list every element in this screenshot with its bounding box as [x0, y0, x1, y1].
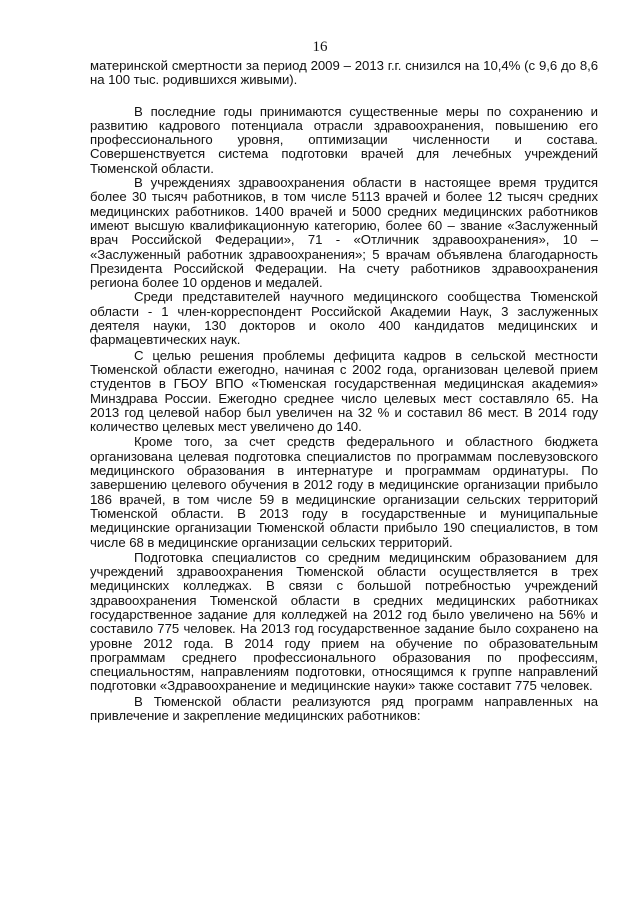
page-number: 16 [312, 39, 328, 55]
paragraph-targeted-admission: С целью решения проблемы дефицита кадров в сельской местности Тюменской области ежегодно, начиная с 2002 года, организован целевой прием студентов в ГБОУ ВПО «Тюменская государственная медицинская академия» Минздрава России. Ежегодно среднее число целевых мест составляло 65. На 2013 год целевой набор был увеличен на 32 % и составил 86 мест. В 2014 году количество целевых мест увеличено до 140. [90, 347, 598, 435]
paragraph-medical-colleges: Подготовка специалистов со средним медицинским образованием для учреждений здравоохранения Тюменской области осуществляется в трех медицинских колледжах. В связи с большой потребностью учреждений здравоохранения Тюменской области в средних медицинских работниках государственное задание для колледжей на 2012 год было увеличено на 56% и составило 775 человек. На 2013 год государственное задание было сохранено на уровне 2012 года. В 2014 году прием на обучение по образовательным программам среднего профессионального образования по профессиям, специальностям, направлениям подготовки, относящимся к группе направлений подготовки «Здравоохранение и медицинские науки» также составит 775 человек. [90, 549, 598, 694]
paragraph-scientific-community: Среди представителей научного медицинского сообщества Тюменской области - 1 член-корреспондент Российской Академии Наук, 3 заслуженных деятеля науки, 130 докторов и около 400 кандидатов медицинских и фармацевтических наук. [90, 289, 598, 348]
paragraph-postgraduate-training: Кроме того, за счет средств федерального и областного бюджета организована целевая подготовка специалистов по программам послевузовского медицинского образования в интернатуре и программам ординатуры. По завершению целевого обучения в 2012 году в медицинские организации прибыло 186 врачей, в том числе 59 в медицинские организации сельских территорий Тюменской области. В 2013 году в государственные и муниципальные медицинские организации Тюменской области прибыло 190 специалистов, в том числе 68 в медицинские организации сельских территорий. [90, 434, 598, 550]
paragraph-programs-intro: В Тюменской области реализуются ряд программ направленных на привлечение и закрепление медицинских работников: [90, 693, 598, 724]
paragraph-staff-potential: В последние годы принимаются существенные меры по сохранению и развитию кадрового потенциала отрасли здравоохранения, повышению его профессионального уровня, оптимизации численности и состава. Совершенствуется система подготовки врачей для лечебных учреждений Тюменской области. [90, 103, 598, 176]
paragraph-workforce-count: В учреждениях здравоохранения области в настоящее время трудится более 30 тысяч работников, в том числе 5113 врачей и более 12 тысяч средних медицинских работников. 1400 врачей и 5000 средних медицинских работников имеют высшую квалификационную категорию, более 60 – звание «Заслуженный врач Российской Федерации», 71 - «Отличник здравоохранения», 10 – «Заслуженный работник здравоохранения»; 5 врачам объявлена благодарность Президента Российской Федерации. На счету работников здравоохранения региона более 10 орденов и медалей. [90, 175, 598, 291]
document-body [90, 59, 598, 723]
paragraph-maternal-mortality: материнской смертности за период 2009 – 2013 г.г. снизился на 10,4% (с 9,6 до 8,6 на 100 тыс. родившихся живыми). [90, 58, 598, 88]
